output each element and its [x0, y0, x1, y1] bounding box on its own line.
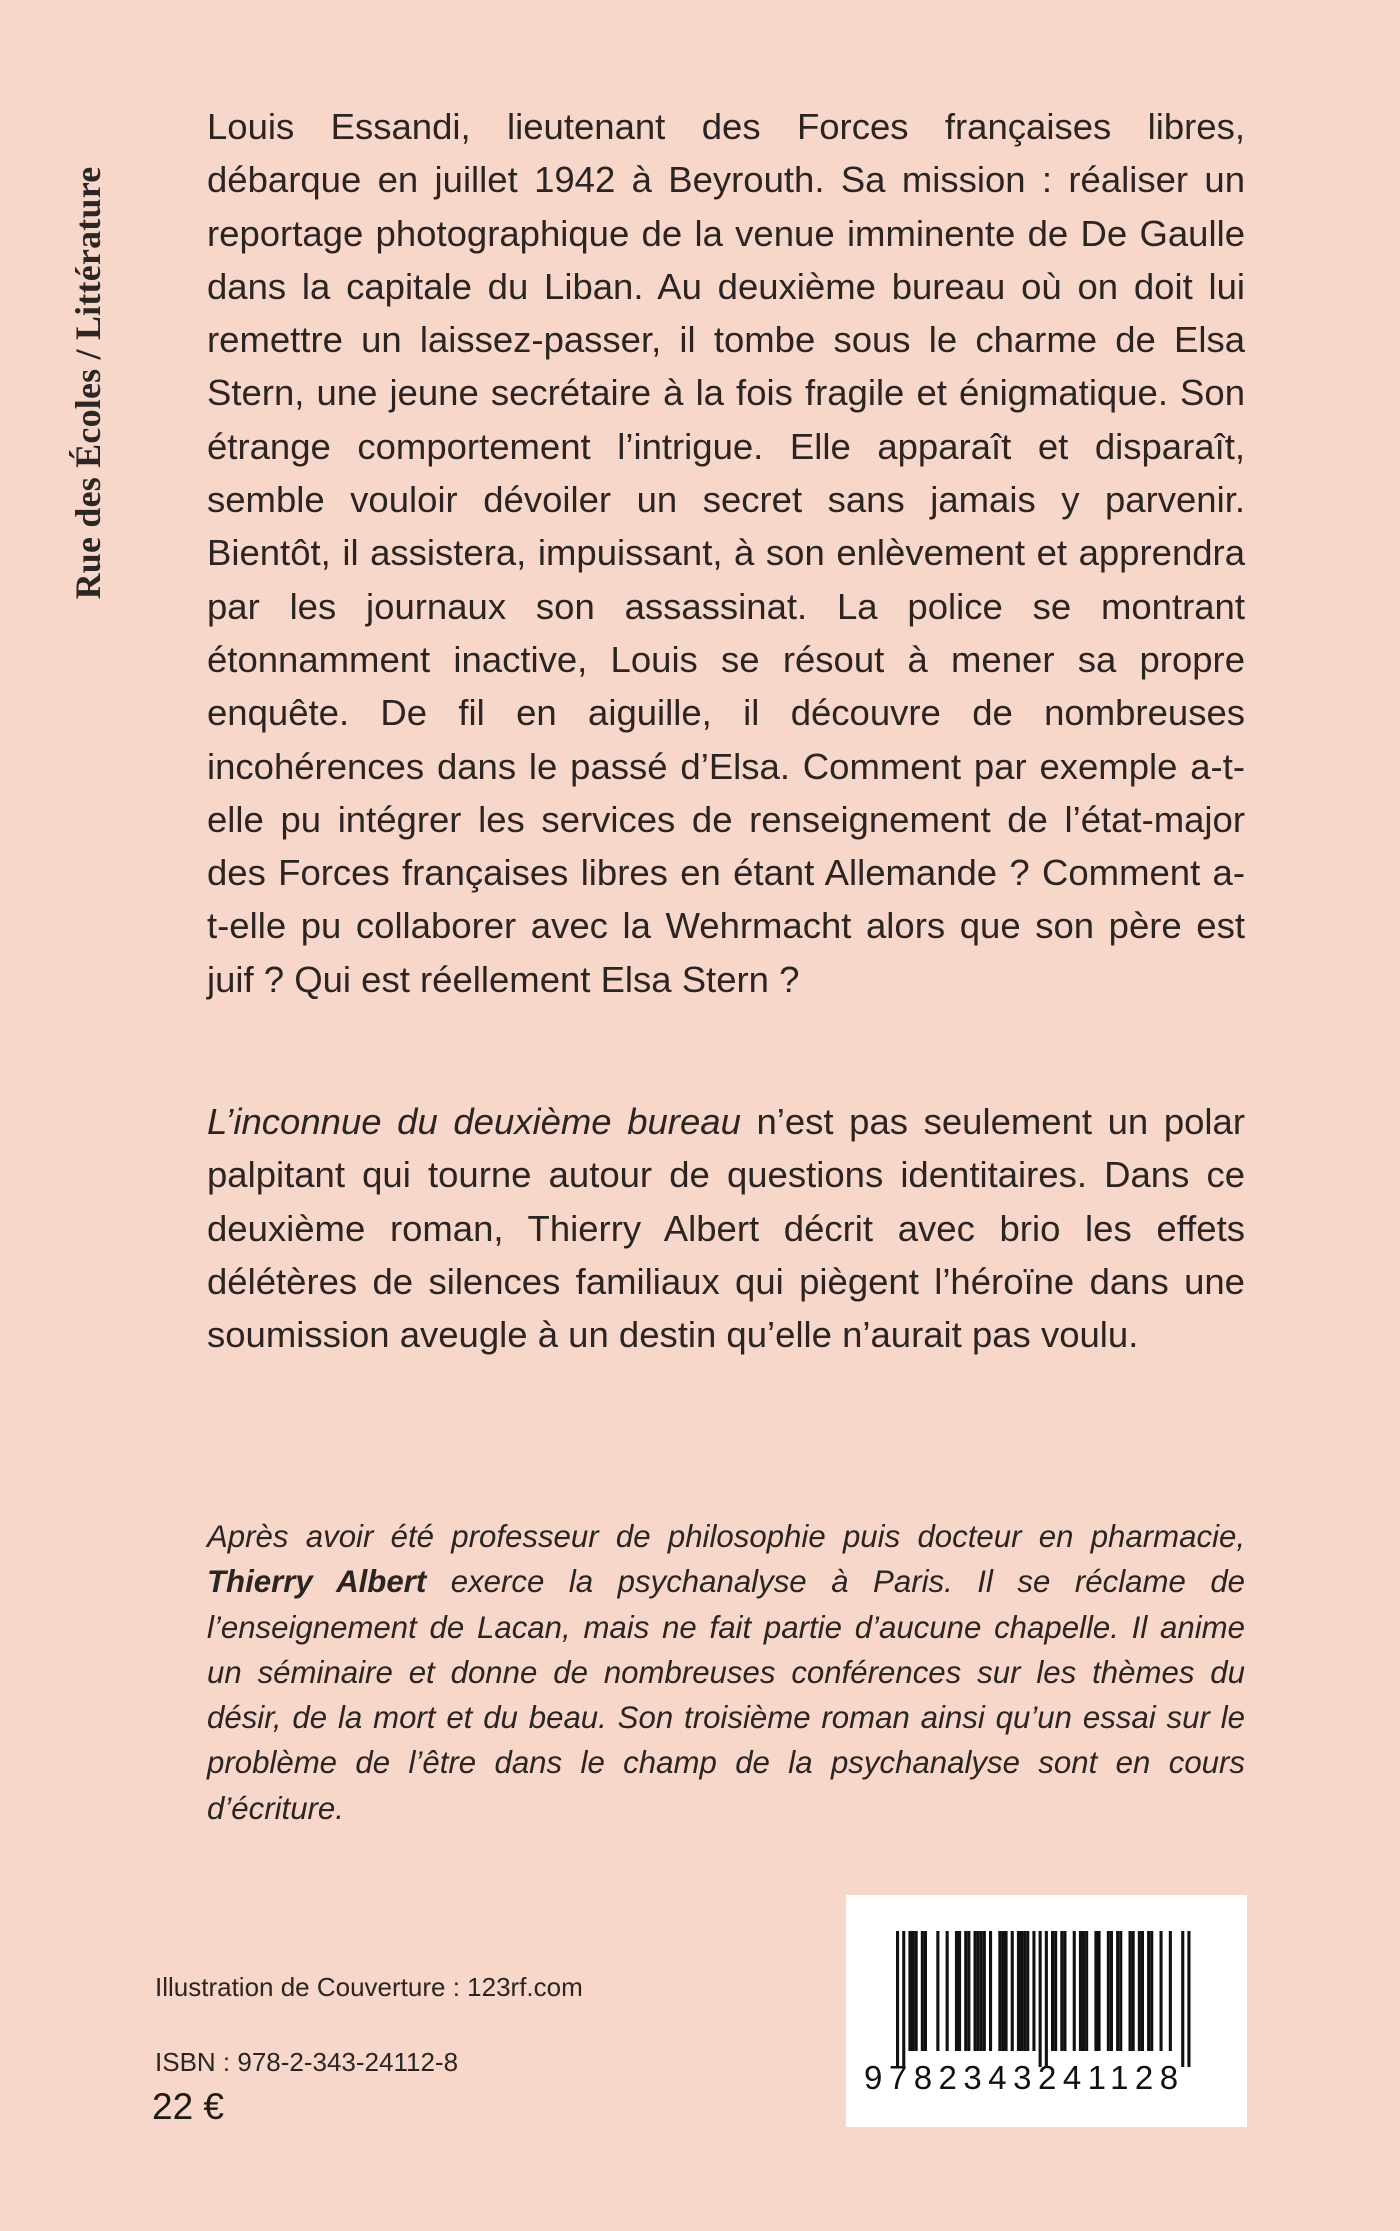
barcode-bar — [1039, 1931, 1042, 2067]
barcode-bar — [998, 1931, 1001, 2051]
barcode-bar — [980, 1931, 983, 2051]
author-name: Thierry Albert — [207, 1564, 427, 1600]
barcode-bar — [983, 1931, 986, 2051]
barcode-bar — [1020, 1931, 1023, 2051]
barcode-bar — [974, 1931, 977, 2051]
barcode-bar — [1129, 1931, 1132, 2051]
barcode-bar — [924, 1931, 927, 2051]
barcode-bar — [955, 1931, 958, 2051]
barcode-bar — [1132, 1931, 1135, 2051]
barcode-bar — [1169, 1931, 1172, 2051]
barcode-bar — [1098, 1931, 1101, 2051]
barcode-bar — [1051, 1931, 1054, 2051]
barcode-bar — [1082, 1931, 1085, 2051]
barcode-bar — [1063, 1931, 1066, 2051]
barcode-bar — [1150, 1931, 1153, 2051]
barcode-bar — [1138, 1931, 1141, 2051]
barcode-bar — [958, 1931, 961, 2051]
barcode-bar — [1119, 1931, 1122, 2051]
barcode-bar — [1023, 1931, 1026, 2051]
barcode-bar — [1187, 1931, 1190, 2067]
synopsis-paragraph-2 — [207, 1095, 1245, 1361]
barcode-bar — [902, 1931, 905, 2067]
price: 22 € — [152, 2086, 225, 2127]
barcode-bar — [967, 1931, 970, 2051]
barcode-bar — [1079, 1931, 1082, 2051]
barcode-bar — [1147, 1931, 1150, 2051]
barcode-bar — [1160, 1931, 1163, 2051]
barcode-bar — [964, 1931, 967, 2051]
barcode-bar — [1060, 1931, 1063, 2051]
barcode-bar — [1094, 1931, 1097, 2051]
barcode-bar — [1107, 1931, 1110, 2051]
barcode-bar — [1017, 1931, 1020, 2051]
synopsis-paragraph: Louis Essandi, lieutenant des Forces françaises libres, débarque en juillet 1942 à Beyrouth. Sa mission : réaliser un reportage photographique de la venue imminente de De Gaulle dans la capitale du Liban. Au deuxième bureau où on doit lui remettre un laissez-passer, il tombe sous le charme de Elsa Stern, une jeune secrétaire à la fois fragile et énigmatique. Son étrange comportement l’intrigue. Elle apparaît et disparaît, semble vouloir dévoiler un secret sans jamais y parvenir. Bientôt, il assistera, impuissant, à son enlèvement et apprendra par les journaux son assassinat. La police se montrant étonnamment inactive, Louis se résout à mener sa propre enquête. De fil en aiguille, il découvre de nombreuses incohérences dans le passé d’Elsa. Comment par exemple a-t-elle pu intégrer les services de renseignement de l’état-major des Forces françaises libres en étant Allemande ? Comment a-t-elle pu collaborer avec la Wehrmacht alors que son père est juif ? Qui est réellement Elsa Stern ? — [207, 106, 1245, 1000]
barcode-bar — [1085, 1931, 1088, 2051]
barcode-bar — [1032, 1931, 1035, 2051]
barcode-bar — [1001, 1931, 1004, 2051]
barcode-bar — [1005, 1931, 1008, 2051]
barcode-bar — [1026, 1931, 1029, 2051]
barcode-bar — [1073, 1931, 1076, 2051]
barcode-number: 9782343241128 — [864, 2059, 1185, 2096]
barcode-bar — [1011, 1931, 1014, 2051]
isbn: ISBN : 978-2-343-24112-8 — [155, 2047, 459, 2077]
barcode-bar — [921, 1931, 924, 2051]
author-bio — [207, 1514, 1245, 1831]
book-title: L’inconnue du deuxième bureau — [207, 1101, 741, 1142]
author-bio-text: exerce la psychanalyse à Paris. Il se réclame de l’enseignement de Lacan, mais ne fait partie d’aucune chapelle. Il anime un séminaire et donne de nombreuses conférences sur les thèmes du désir, de la mort et du beau. Son troisième roman ainsi qu’un essai sur le problème de l’être dans le champ de la psychanalyse sont en cours d’écriture. — [207, 1564, 1246, 1826]
barcode — [846, 1895, 1247, 2127]
barcode-bar — [1141, 1931, 1144, 2051]
barcode-bar — [989, 1931, 992, 2051]
synopsis-paragraph-2-text: n’est pas seulement un polar palpitant qui tourne autour de questions identitaires. Dans ce deuxième roman, Thierry Albert décrit avec brio les effets délétères de silences familiaux qui piègent l’héroïne dans une soumission aveugle à un destin qu’elle n’aurait pas voulu. — [207, 1101, 1245, 1356]
barcode-bar — [1045, 1931, 1048, 2067]
barcode-bar — [1054, 1931, 1057, 2051]
barcode-bar — [946, 1931, 949, 2051]
illustration-credit: Illustration de Couverture : 123rf.com — [155, 1972, 583, 2002]
barcode-bar — [1110, 1931, 1113, 2051]
barcode-bar — [908, 1931, 911, 2051]
barcode-bar — [896, 1931, 899, 2067]
barcode-bar — [1181, 1931, 1184, 2067]
barcode-bar — [936, 1931, 939, 2051]
barcode-bar — [1116, 1931, 1119, 2051]
spine-label — [62, 103, 114, 663]
barcode-bar — [977, 1931, 980, 2051]
barcode-bar — [915, 1931, 918, 2051]
barcode-bar — [912, 1931, 915, 2051]
author-bio-intro: Après avoir été professeur de philosophie puis docteur en pharmacie, — [207, 1519, 1245, 1554]
collection-name: Rue des Écoles / Littérature — [68, 166, 108, 600]
